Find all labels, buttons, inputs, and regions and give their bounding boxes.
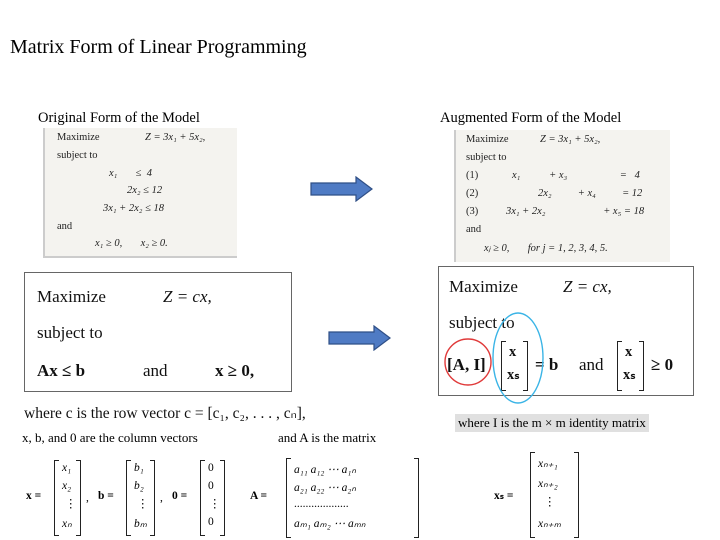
orig-constraint-3: 3x₁ + 2x₂ ≤ 18 xyxy=(103,203,164,214)
aug-nonneg: xⱼ ≥ 0, for j = 1, 2, 3, 4, 5. xyxy=(484,243,608,254)
matrix-orig-nonneg: x ≥ 0, xyxy=(215,361,255,380)
right-bracket xyxy=(414,458,419,538)
matrix-aug-geq0: ≥ 0 xyxy=(651,355,674,374)
zero-vector-label: 0 = xyxy=(172,490,188,502)
right-bracket xyxy=(639,341,644,391)
left-bracket xyxy=(200,460,205,536)
zero-entry: 0 xyxy=(208,462,214,474)
row-vector-text: where c is the row vector c = [c₁, c₂, . . . , cₙ], xyxy=(24,405,306,422)
left-bracket xyxy=(530,452,535,538)
aug-subject-to: subject to xyxy=(466,152,507,163)
separator-comma: , xyxy=(160,492,163,504)
left-bracket xyxy=(54,460,59,536)
A-matrix-label: A = xyxy=(250,490,268,502)
matrix-aug-and: and xyxy=(579,355,604,374)
augmented-model-scan xyxy=(454,130,670,262)
matrix-original-box xyxy=(24,272,292,392)
orig-subject-to: subject to xyxy=(57,150,98,161)
matrix-orig-objective: Z = cx, xyxy=(163,287,212,306)
b-entry: b₁ xyxy=(134,462,144,474)
matrix-aug-x: x xyxy=(509,344,517,360)
x-entry: x₁ xyxy=(62,462,72,474)
xs-vector-label: xₛ = xyxy=(494,490,514,502)
b-entry: bₘ xyxy=(134,518,147,530)
aug-maximize: Maximize xyxy=(466,134,509,145)
matrix-orig-and: and xyxy=(143,361,168,380)
right-bracket xyxy=(76,460,81,536)
x-entry: ⋮ xyxy=(65,498,77,510)
orig-constraint-1: x₁ ≤ 4 xyxy=(109,168,152,179)
cyan-ellipse-annotation xyxy=(490,310,546,406)
matrix-aug-AI: [A, I] xyxy=(447,355,486,374)
matrix-orig-maximize: Maximize xyxy=(37,287,106,306)
xs-entry: xₙ₊ₘ xyxy=(538,518,561,530)
b-entry: b₂ xyxy=(134,480,144,492)
red-circle-annotation xyxy=(442,336,494,388)
matrix-aug-xs2: xₛ xyxy=(623,367,636,383)
A-row: aₘ₁ aₘ₂ ⋯ aₘₙ xyxy=(294,518,366,530)
right-bracket xyxy=(574,452,579,538)
orig-objective: Z = 3x₁ + 5x₂, xyxy=(145,132,206,143)
arrow-right-icon xyxy=(310,176,374,202)
right-bracket xyxy=(220,460,225,536)
augmented-form-heading: Augmented Form of the Model xyxy=(440,110,622,126)
xs-entry: xₙ₊₁ xyxy=(538,458,558,470)
identity-text: where I is the m × m identity matrix xyxy=(455,414,649,432)
vectors-definitions xyxy=(22,456,422,538)
matrix-aug-maximize: Maximize xyxy=(449,277,518,296)
left-bracket xyxy=(286,458,291,538)
A-row: a₁₁ a₁₂ ⋯ a₁ₙ xyxy=(294,464,356,476)
b-entry: ⋮ xyxy=(137,498,149,510)
A-row: ................... xyxy=(294,498,349,510)
arrow-right-icon xyxy=(328,325,392,351)
orig-and: and xyxy=(57,221,73,232)
and-A-text: and A is the matrix xyxy=(278,430,377,445)
aug-row3: 3x₁ + 2x₂ + x₅ = 18 xyxy=(506,206,645,217)
A-row: a₂₁ a₂₂ ⋯ a₂ₙ xyxy=(294,482,356,494)
original-form-heading: Original Form of the Model xyxy=(38,110,200,126)
aug-objective: Z = 3x₁ + 5x₂, xyxy=(540,134,601,145)
left-bracket xyxy=(617,341,622,391)
xs-vector-definition xyxy=(492,450,602,540)
original-model-scan xyxy=(43,128,237,258)
matrix-orig-subject-to: subject to xyxy=(37,323,103,342)
x-vector-label: x = xyxy=(26,490,42,502)
x-entry: xₙ xyxy=(62,518,72,530)
matrix-aug-eq-b: = b xyxy=(535,355,559,374)
orig-nonneg: x₁ ≥ 0, x₂ ≥ 0. xyxy=(95,238,168,249)
aug-row2-number: (2) xyxy=(466,188,479,199)
x-entry: x₂ xyxy=(62,480,72,492)
orig-maximize: Maximize xyxy=(57,132,100,143)
aug-row2: 2x₂ + x₄ = 12 xyxy=(538,188,643,199)
page-title: Matrix Form of Linear Programming xyxy=(10,36,307,58)
column-vectors-text: x, b, and 0 are the column vectors xyxy=(22,430,198,445)
matrix-orig-constraint: Ax ≤ b xyxy=(37,361,86,380)
matrix-aug-xs: xₛ xyxy=(507,367,520,383)
b-vector-label: b = xyxy=(98,490,114,502)
orig-constraint-2: 2x₂ ≤ 12 xyxy=(127,185,163,196)
xs-entry: ⋮ xyxy=(544,496,556,508)
aug-row3-number: (3) xyxy=(466,206,479,217)
aug-row1: x₁ + x₃ = 4 xyxy=(512,170,640,181)
zero-entry: 0 xyxy=(208,516,214,528)
matrix-aug-x2: x xyxy=(625,344,633,360)
aug-and: and xyxy=(466,224,482,235)
matrix-aug-objective: Z = cx, xyxy=(563,277,612,296)
zero-entry: 0 xyxy=(208,480,214,492)
xs-entry: xₙ₊₂ xyxy=(538,478,558,490)
aug-row1-number: (1) xyxy=(466,170,479,181)
zero-entry: ⋮ xyxy=(209,498,221,510)
matrix-aug-subject-to: subject to xyxy=(449,313,515,332)
right-bracket xyxy=(150,460,155,536)
separator-comma: , xyxy=(86,492,89,504)
left-bracket xyxy=(126,460,131,536)
